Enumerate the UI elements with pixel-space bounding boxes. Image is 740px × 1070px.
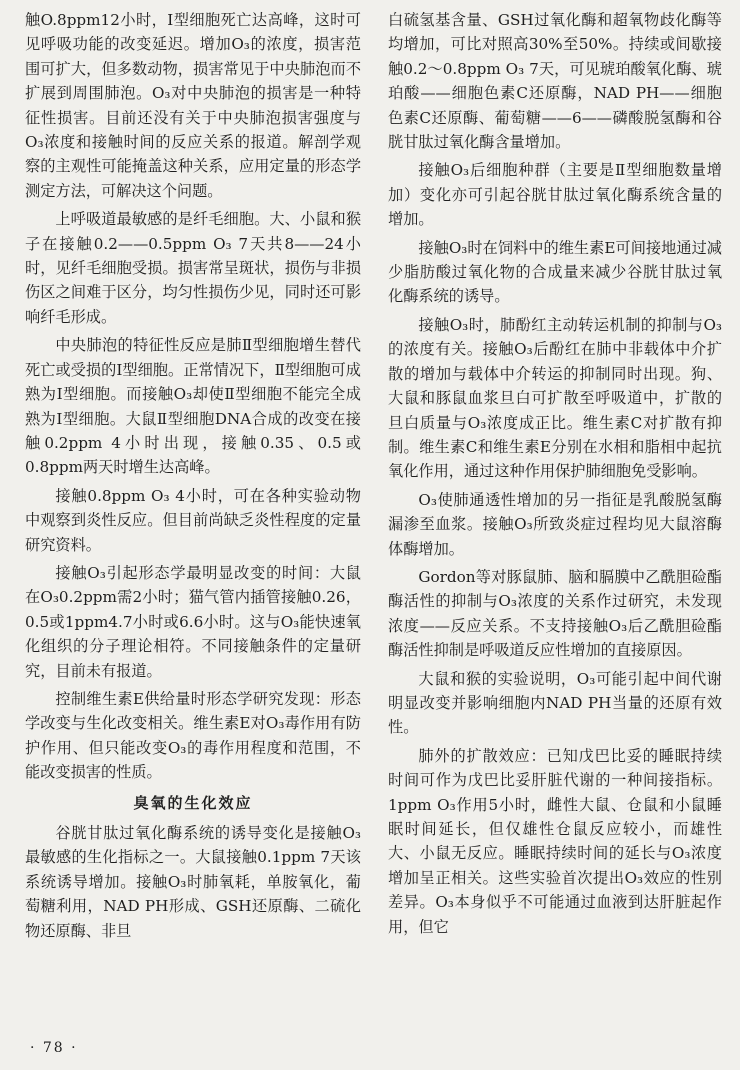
paragraph: 接触O₃时，肺酚红主动转运机制的抑制与O₃的浓度有关。接触O₃后酚红在肺中非载体中介扩散的增加与载体中介转运的抑制同时出现。狗、大鼠和豚鼠血浆旦白可扩散至呼吸道中，扩散的旦白质量与O₃浓度成正比。维生素C对扩散有抑制。维生素C和维生素E分别在水相和脂相中起抗氧化作用，通过这种作用保护肺细胞免受影响。 (388, 315, 722, 481)
paragraph: 接触O₃后细胞种群（主要是Ⅱ型细胞数量增加）变化亦可引起谷胱甘肽过氧化酶系统含量的增加。 (388, 161, 722, 229)
paragraph: 接触0.8ppm O₃ 4小时，可在各种实验动物中观察到炎性反应。但目前尚缺乏炎性程度的定量研究资料。 (25, 486, 361, 554)
paragraph: 接触O₃引起形态学最明显改变的时间：大鼠在O₃0.2ppm需2小时；猫气管内插管接触0.26，0.5或1ppm4.7小时或6.6小时。这与O₃能快速氧化组织的分子理论相符。不同接触条件的定量研究，目前未有报道。 (25, 563, 361, 680)
paragraph: 中央肺泡的特征性反应是肺Ⅱ型细胞增生替代死亡或受损的Ⅰ型细胞。正常情况下，Ⅱ型细胞可成熟为Ⅰ型细胞。而接触O₃却使Ⅱ型细胞不能完全成熟为Ⅰ型细胞。大鼠Ⅱ型细胞DNA合成的改变在接触0.2ppm 4小时出现，接触0.35、0.5或0.8ppm两天时增生达高峰。 (25, 336, 361, 477)
left-column (25, 8, 361, 947)
paragraph: Gordon等对豚鼠肺、脑和膈膜中乙酰胆硷酯酶活性的抑制与O₃浓度的关系作过研究，未发现浓度——反应关系。不支持接触O₃后乙酰胆硷酯酶活性抑制是呼吸道反应性增加的直接原因。 (388, 567, 722, 660)
paragraph: 肺外的扩散效应：已知戊巴比妥的睡眠持续时间可作为戊巴比妥肝脏代谢的一种间接指标。1ppm O₃作用5小时，雌性大鼠、仓鼠和小鼠睡眠时间延长，但仅雄性仓鼠反应较小，而雄性大、小鼠无反应。睡眠持续时间的延长与O₃浓度增加呈正相关。这些实验首次提出O₃效应的性别差异。O₃本身似乎不可能通过血液到达肝脏起作用，但它 (388, 746, 722, 936)
section-heading: 臭氧的生化效应 (133, 793, 253, 812)
paragraph: O₃使肺通透性增加的另一指征是乳酸脱氢酶漏渗至血浆。接触O₃所致炎症过程均见大鼠溶酶体酶增加。 (388, 490, 722, 558)
paragraph: 接触O₃时在饲料中的维生素E可间接地通过减少脂肪酸过氧化物的合成量来减少谷胱甘肽过氧化酶系统的诱导。 (388, 238, 722, 306)
paragraph: 控制维生素E供给量时形态学研究发现：形态学改变与生化改变相关。维生素E对O₃毒作用有防护作用、但只能改变O₃的毒作用程度和范围，不能改变损害的性质。 (25, 689, 361, 782)
right-column (388, 8, 722, 943)
paragraph: 白硫氢基含量、GSH过氧化酶和超氧物歧化酶等均增加，可比对照高30%至50%。持续或间歇接触0.2～0.8ppm O₃ 7天，可见琥珀酸氧化酶、琥珀酸——细胞色素C还原酶，NAD PH——细胞色素C还原酶、葡萄糖——6——磷酸脱氢酶和谷胱甘肽过氧化酶含量增加。 (388, 11, 722, 152)
paragraph: 大鼠和猴的实验说明，O₃可能引起中间代谢明显改变并影响细胞内NAD PH当量的还原有效性。 (388, 669, 722, 737)
paragraph: 上呼吸道最敏感的是纤毛细胞。大、小鼠和猴子在接触0.2——0.5ppm O₃ 7天共8——24小时，见纤毛细胞受损。损害常呈斑状，损伤与非损伤区之间难于区分，均匀性损伤少见，同时还可影响纤毛形成。 (25, 210, 361, 326)
paragraph: 谷胱甘肽过氧化酶系统的诱导变化是接触O₃最敏感的生化指标之一。大鼠接触0.1ppm 7天该系统诱导增加。接触O₃时肺氧耗，单胺氧化，葡萄糖利用，NAD PH形成、GSH还原酶、二硫化物还原酶、非旦 (25, 824, 361, 940)
paragraph: 触O.8ppm12小时，Ⅰ型细胞死亡达高峰，这时可见呼吸功能的改变延迟。增加O₃的浓度，损害范围可扩大，但多数动物，损害常见于中央肺泡而不扩展到周围肺泡。O₃对中央肺泡的损害是一种特征性损害。目前还没有关于中央肺泡损害强度与O₃浓度和接触时间的反应关系的报道。解剖学观察的主观性可能掩盖这种关系，应用定量的形态学测定方法，可解决这个问题。 (25, 11, 361, 200)
page-number: · 78 · (30, 1040, 78, 1056)
